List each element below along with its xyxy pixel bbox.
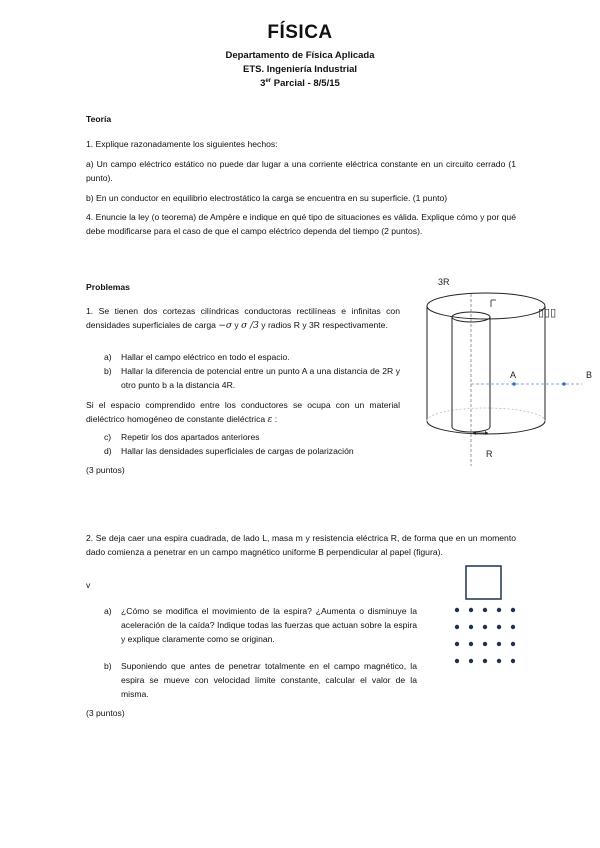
theory-q1b: b) En un conductor en equilibrio electrostático la carga se encuentra en su superficie. (1 punto) [86,193,448,203]
field-dot [469,659,473,663]
point-A-marker [512,382,516,386]
field-dot [455,625,459,629]
point-B-marker [562,382,566,386]
field-dot [511,659,515,663]
problem1-item-c: c) Repetir los dos apartados anteriores [104,432,260,442]
problem2-item-b: b) Suponiendo que antes de penetrar totalmente en el campo magnético, la espira se mueve con velocidad límite constante, calcular el valor de la misma. [104,661,417,699]
coaxial-cylinders-figure [400,270,600,470]
field-dot [497,659,501,663]
theory-q4: 4. Enuncie la ley (o teorema) de Ampère e indique en qué tipo de situaciones es válida. Explique cómo y por qué debe modificarse para el caso de que el campo eléctrico dependa del tiempo (2 puntos). [86,212,516,236]
square-loop [466,566,501,599]
theory-heading: Teoría [86,114,112,124]
field-dot [469,625,473,629]
theory-q1a: a) Un campo eléctrico estático no puede dar lugar a una corriente eléctrica constante en un circuito cerrado (1 punto). [86,159,516,183]
garbled-glyphs: ▯▯▯ [538,307,557,319]
theory-q1: 1. Explique razonadamente los siguientes hechos: [86,139,278,149]
square-loop-figure [448,558,538,673]
field-dot [497,642,501,646]
problem1-points: (3 puntos) [86,465,125,475]
field-dot [469,608,473,612]
problem2-item-a: a) ¿Cómo se modifica el movimiento de la espira? ¿Aumenta o disminuye la aceleración de la caída? Indique todas las fuerzas que actuan sobre la espira y explique claramente como se originan. [104,606,417,644]
sigma-third-symbol: σ /3 [241,321,259,331]
problem1-item-d: d) Hallar las densidades superficiales de cargas de polarización [104,446,354,456]
outer-cylinder-top [427,293,545,319]
field-dot [483,659,487,663]
field-dot [511,625,515,629]
problem1-item-b: b) Hallar la diferencia de potencial entre un punto A a una distancia de 2R y otro punto b a la distancia 4R. [104,366,400,390]
field-dot [511,608,515,612]
department-name: Departamento de Física Aplicada [225,50,375,61]
problem1-item-a: a) Hallar el campo eléctrico en todo el espacio. [104,352,290,362]
label-B: B [586,370,593,380]
label-A: A [510,370,517,380]
problem1-intro: 1. Se tienen dos cortezas cilíndricas conductoras rectilíneas e infinitas con densidades superficiales de carga −σ y σ /3 y radios R y 3R respectivamente. [86,306,400,331]
problem2-intro: 2. Se deja caer una espira cuadrada, de lado L, masa m y resistencia eléctrica R, de forma que en un momento dado comienza a penetrar en un campo magnético uniforme B perpendicular al papel (figura). [86,533,516,557]
field-dot [455,659,459,663]
field-dot [497,625,501,629]
label-R: R [486,449,493,459]
school-name: ETS. Ingeniería Industrial [242,64,358,75]
problem1-dielectric: Si el espacio comprendido entre los conductores se ocupa con un material dieléctrico homogéneo de constante dieléctrica ε : [86,400,400,425]
field-dot [483,625,487,629]
field-dot [455,642,459,646]
field-dot [455,608,459,612]
exam-info: 3er Parcial - 8/5/15 [260,78,340,90]
epsilon-symbol: ε [267,415,273,425]
field-dot [469,642,473,646]
magnetic-field-dots [455,608,515,663]
neg-sigma-symbol: −σ [218,321,233,331]
field-dot [511,642,515,646]
field-dot [497,608,501,612]
field-dot [483,608,487,612]
outer-cylinder-bottom-hidden [427,408,545,421]
problem2-points: (3 puntos) [86,708,125,718]
page-title: FÍSICA [267,22,333,43]
field-dot [483,642,487,646]
problems-heading: Problemas [86,282,130,292]
velocity-label: v [86,580,91,590]
label-3R: 3R [438,277,450,287]
